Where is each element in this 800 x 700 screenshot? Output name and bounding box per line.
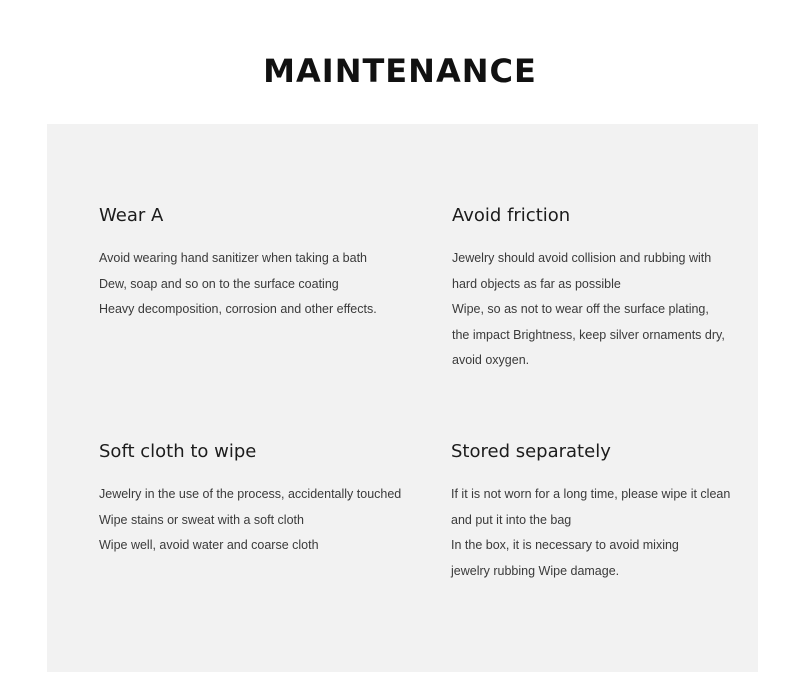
section-title: Soft cloth to wipe (99, 441, 257, 462)
section-line: Heavy decomposition, corrosion and other effects. (99, 302, 377, 316)
section-title: Stored separately (451, 441, 611, 462)
section-avoid-friction (452, 204, 752, 374)
section-line: Wipe well, avoid water and coarse cloth (99, 538, 319, 552)
section-text (451, 482, 751, 584)
section-line: hard objects as far as possible (452, 276, 621, 291)
section-title: Wear A (99, 205, 164, 226)
section-line: jewelry rubbing Wipe damage. (451, 563, 620, 578)
section-line: the impact Brightness, keep silver ornaments dry, (452, 327, 725, 342)
section-stored-separately (451, 440, 751, 584)
section-title: Avoid friction (452, 205, 571, 226)
section-line: Dew, soap and so on to the surface coating (99, 276, 339, 291)
section-line: avoid oxygen. (452, 353, 530, 367)
section-wear (99, 204, 399, 323)
section-line: In the box, it is necessary to avoid mixing (451, 538, 679, 552)
page-title: MAINTENANCE (263, 52, 537, 91)
section-text (99, 482, 402, 559)
section-line: Avoid wearing hand sanitizer when taking a bath (99, 251, 367, 265)
section-line: If it is not worn for a long time, please wipe it clean (451, 487, 731, 501)
section-line: Jewelry should avoid collision and rubbing with (452, 251, 712, 265)
section-line: Wipe stains or sweat with a soft cloth (99, 512, 304, 527)
section-line: Jewelry in the use of the process, accidentally touched (99, 487, 402, 501)
section-text (452, 246, 752, 374)
section-line: and put it into the bag (451, 512, 572, 527)
maintenance-panel (47, 124, 758, 672)
section-line: Wipe, so as not to wear off the surface plating, (452, 302, 709, 316)
section-soft-cloth (99, 440, 402, 559)
section-text (99, 246, 399, 323)
